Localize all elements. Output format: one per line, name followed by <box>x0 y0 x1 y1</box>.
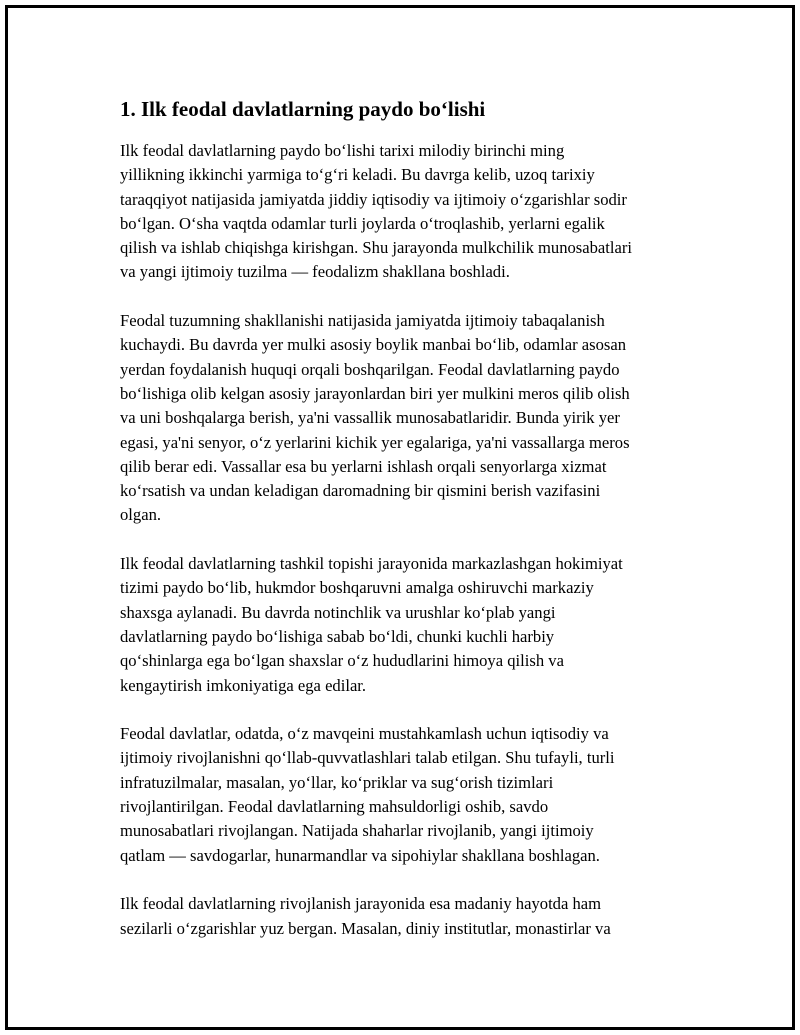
text-line: ko‘rsatish va undan keladigan daromadning bir qismini berish vazifasini <box>120 481 601 501</box>
text-line: davlatlarning paydo bo‘lishiga sabab bo‘ldi, chunki kuchli harbiy <box>120 626 555 646</box>
text-line: Ilk feodal davlatlarning tashkil topishi jarayonida markazlashgan hokimiyat <box>120 554 623 574</box>
text-line: va yangi ijtimoiy tuzilma — feodalizm shakllana boshladi. <box>120 262 510 282</box>
text-line: qilib berar edi. Vassallar esa bu yerlarni ishlash orqali senyorlarga xizmat <box>120 456 607 476</box>
text-line: Feodal davlatlar, odatda, o‘z mavqeini mustahkamlash uchun iqtisodiy va <box>120 724 609 744</box>
text-line: Feodal tuzumning shakllanishi natijasida jamiyatda ijtimoiy tabaqalanish <box>120 311 605 331</box>
text-line: infratuzilmalar, masalan, yo‘llar, ko‘priklar va sug‘orish tizimlari <box>120 772 554 792</box>
text-line: shaxsga aylanadi. Bu davrda notinchlik va urushlar ko‘plab yangi <box>120 602 556 622</box>
paragraph-3 <box>120 552 700 698</box>
text-line: yerdan foydalanish huquqi orqali boshqarilgan. Feodal davlatlarning paydo <box>120 359 620 379</box>
text-line: ijtimoiy rivojlanishni qo‘llab-quvvatlashlari talab etilgan. Shu tufayli, turli <box>120 748 615 768</box>
document-body <box>120 95 700 965</box>
paragraph-1 <box>120 139 700 285</box>
text-line: sezilarli o‘zgarishlar yuz bergan. Masalan, diniy institutlar, monastirlar va <box>120 918 611 938</box>
text-line: Ilk feodal davlatlarning paydo bo‘lishi tarixi milodiy birinchi ming <box>120 141 565 160</box>
text-line: qo‘shinlarga ega bo‘lgan shaxslar o‘z hududlarini himoya qilish va <box>120 651 564 671</box>
text-line: qatlam — savdogarlar, hunarmandlar va sipohiylar shakllana boshlagan. <box>120 845 600 865</box>
text-line: egasi, ya'ni senyor, o‘z yerlarini kichik yer egalariga, ya'ni vassallarga meros <box>120 432 630 452</box>
paragraph-2 <box>120 309 700 528</box>
text-line: Ilk feodal davlatlarning rivojlanish jarayonida esa madaniy hayotda ham <box>120 894 602 914</box>
text-line: olgan. <box>120 505 162 525</box>
text-line: bo‘lishiga olib kelgan asosiy jarayonlardan biri yer mulkini meros qilib olish <box>120 383 630 403</box>
text-line: kuchaydi. Bu davrda yer mulki asosiy boylik manbai bo‘lib, odamlar asosan <box>120 335 627 355</box>
section-heading: 1. Ilk feodal davlatlarning paydo bo‘lishi <box>120 97 486 121</box>
paragraph-5 <box>120 892 700 941</box>
paragraph-4 <box>120 722 700 868</box>
text-line: bo‘lgan. O‘sha vaqtda odamlar turli joylarda o‘troqlashib, yerlarni egalik <box>120 213 605 233</box>
text-line: kengaytirish imkoniyatiga ega edilar. <box>120 675 367 695</box>
page-frame <box>5 5 795 1030</box>
text-line: rivojlantirilgan. Feodal davlatlarning mahsuldorligi oshib, savdo <box>120 797 549 817</box>
text-line: munosabatlari rivojlangan. Natijada shaharlar rivojlanib, yangi ijtimoiy <box>120 821 594 841</box>
text-line: tizimi paydo bo‘lib, hukmdor boshqaruvni amalga oshiruvchi markaziy <box>120 578 594 598</box>
text-line: yillikning ikkinchi yarmiga to‘g‘ri keladi. Bu davrga kelib, uzoq tarixiy <box>120 165 595 185</box>
text-line: taraqqiyot natijasida jamiyatda jiddiy iqtisodiy va ijtimoiy o‘zgarishlar sodir <box>120 189 627 209</box>
text-line: va uni boshqalarga berish, ya'ni vassallik munosabatlaridir. Bunda yirik yer <box>120 408 620 428</box>
text-line: qilish va ishlab chiqishga kirishgan. Shu jarayonda mulkchilik munosabatlari <box>120 238 633 258</box>
